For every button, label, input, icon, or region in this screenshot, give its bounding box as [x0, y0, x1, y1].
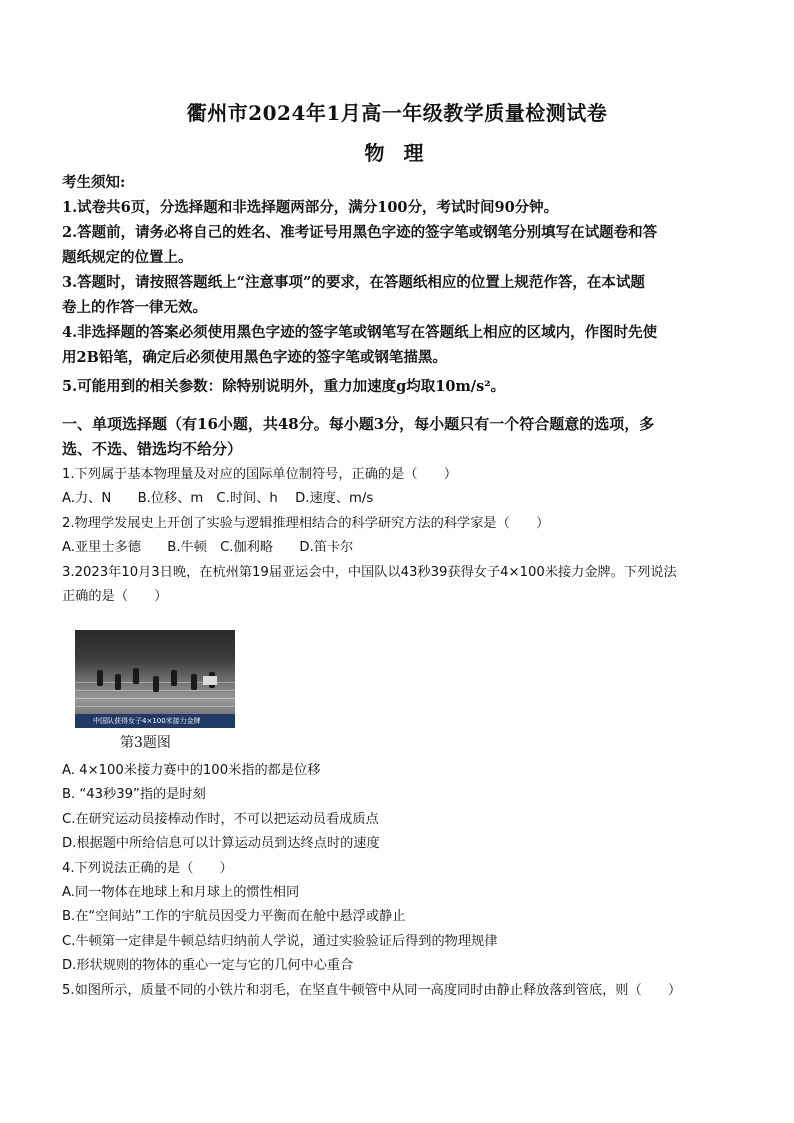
option-line: B. “43秒39”指的是时刻	[62, 787, 206, 803]
notice-block	[62, 170, 742, 399]
option-line: A.亚里士多德 B.牛顿 C.伽利略 D.笛卡尔	[62, 540, 354, 556]
option-line: A.力、N B.位移、m C.时间、h D.速度、m/s	[62, 491, 374, 507]
option-line: D.根据题中所给信息可以计算运动员到达终点时的速度	[62, 836, 380, 852]
scoreboard-icon	[203, 676, 217, 685]
notice-heading: 考生须知:	[62, 174, 126, 191]
section-heading	[62, 412, 742, 462]
option-line: B.在“空间站”工作的宇航员因受力平衡而在舱中悬浮或静止	[62, 909, 406, 925]
question-line: 1.下列属于基本物理量及对应的国际单位制符号，正确的是（ ）	[62, 467, 458, 482]
option-line: C.牛顿第一定律是牛顿总结归纳前人学说，通过实验验证后得到的物理规律	[62, 933, 498, 949]
section-heading-line: 一、单项选择题（有16小题，共48分。每小题3分，每小题只有一个符合题意的选项，多	[62, 415, 655, 433]
exam-title: 衢州市2024年1月高一年级教学质量检测试卷	[186, 101, 608, 125]
question-line: 4.下列说法正确的是（ ）	[62, 860, 233, 876]
questions-top	[62, 463, 742, 609]
notice-item: 5.可能用到的相关参数：除特别说明外，重力加速度g均取10m/s²。	[62, 378, 506, 395]
figure-caption: 第3题图	[120, 735, 171, 751]
option-line: C.在研究运动员接棒动作时，不可以把运动员看成质点	[62, 811, 379, 827]
question-line: 正确的是（ ）	[62, 589, 168, 605]
option-line: A.同一物体在地球上和月球上的惯性相同	[62, 885, 300, 901]
section-heading-line: 选、不选、错选均不给分）	[62, 440, 243, 458]
relay-race-photo	[75, 630, 235, 728]
photo-banner: 中国队获得女子4×100米接力金牌	[75, 714, 235, 728]
notice-item: 2.答题前，请务必将自己的姓名、准考证号用黑色字迹的签字笔或钢笔分别填写在试题卷和答	[62, 224, 658, 241]
notice-item: 题纸规定的位置上。	[62, 249, 193, 266]
notice-item: 用2B铅笔，确定后必须使用黑色字迹的签字笔或钢笔描黑。	[62, 349, 447, 366]
notice-item: 4.非选择题的答案必须使用黑色字迹的签字笔或钢笔写在答题纸上相应的区域内，作图时先使	[62, 324, 658, 341]
questions-bottom	[62, 759, 742, 1003]
option-line: A. 4×100米接力赛中的100米指的都是位移	[62, 763, 321, 778]
question-line: 5.如图所示，质量不同的小铁片和羽毛，在坚直牛顿管中从同一高度同时由静止释放落到管底，则（ ）	[62, 982, 682, 998]
notice-item: 1.试卷共6页，分选择题和非选择题两部分，满分100分，考试时间90分钟。	[62, 199, 559, 216]
question-line: 2.物理学发展史上开创了实验与逻辑推理相结合的科学研究方法的科学家是（ ）	[62, 515, 550, 531]
notice-item: 卷上的作答一律无效。	[62, 299, 207, 316]
question-line: 3.2023年10月3日晚，在杭州第19届亚运会中，中国队以43秒39获得女子4×100米接力金牌。下列说法	[62, 564, 677, 580]
subject-title: 物 理	[364, 141, 430, 165]
option-line: D.形状规则的物体的重心一定与它的几何中心重合	[62, 958, 354, 974]
notice-item: 3.答题时，请按照答题纸上“注意事项”的要求，在答题纸相应的位置上规范作答，在本试题	[62, 274, 645, 291]
